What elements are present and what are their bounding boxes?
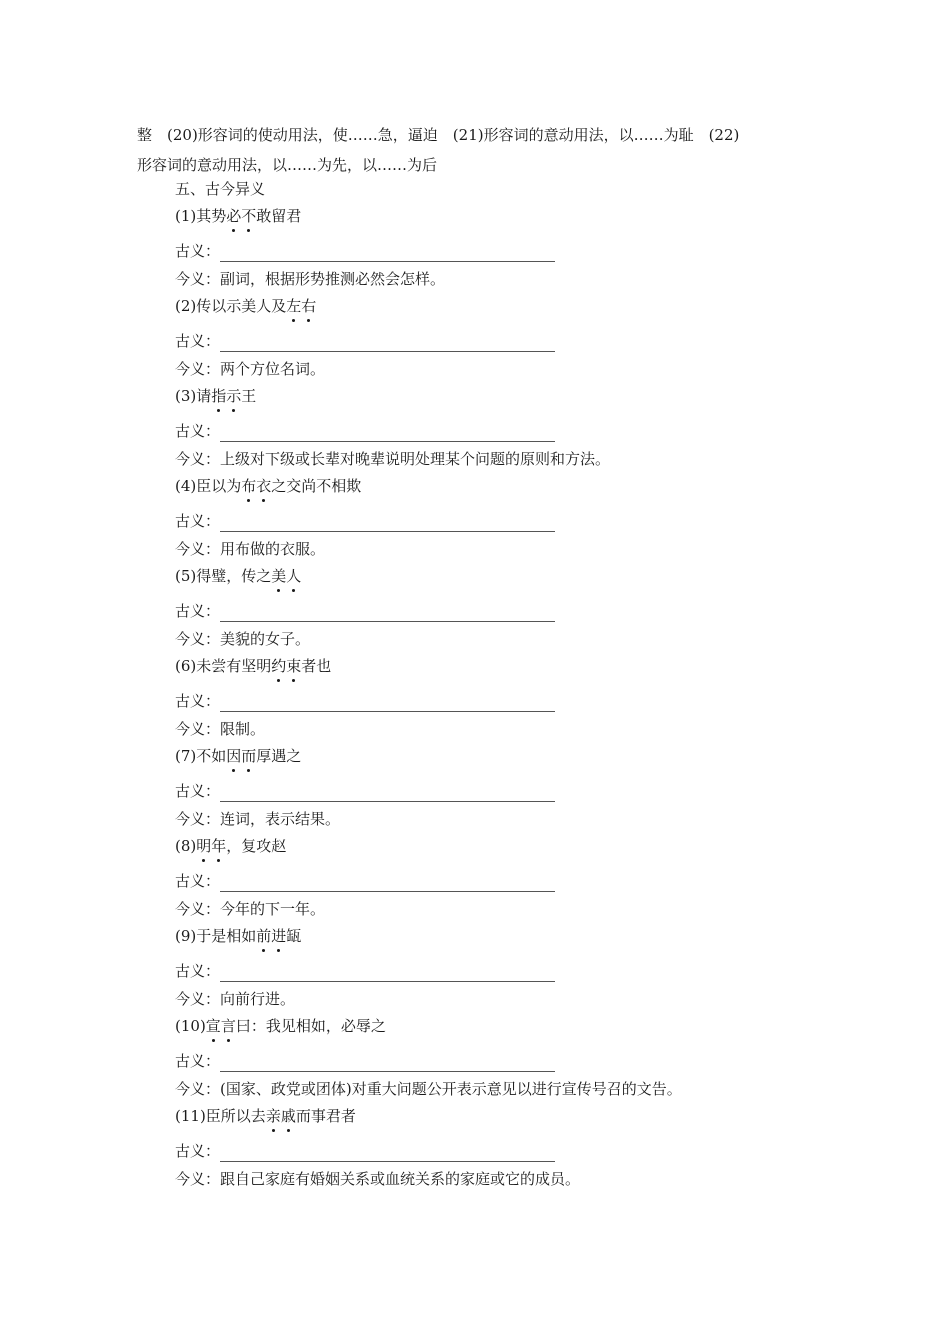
answer-blank[interactable] [220, 873, 555, 892]
example-sentence [175, 655, 331, 677]
modern-meaning-text: 向前行进。 [220, 990, 296, 1008]
emphasized-char: 左 [286, 297, 302, 315]
item-number: (11) [175, 1107, 206, 1125]
sentence-text: 臣所以去 [205, 1107, 266, 1125]
exercise-item [175, 655, 815, 745]
emphasized-char: 前 [256, 927, 272, 945]
example-sentence [175, 1105, 356, 1127]
ancient-meaning-label: 古义： [175, 782, 221, 800]
item-number: (1) [175, 207, 197, 225]
modern-meaning-row [175, 628, 310, 650]
sentence-text: 得璧，传之 [196, 567, 272, 585]
sentence-text: 于是相如 [196, 927, 257, 945]
ancient-meaning-label: 古义： [175, 1142, 221, 1160]
modern-meaning-row [175, 448, 610, 470]
example-sentence [175, 925, 301, 947]
ancient-meaning-row [175, 420, 555, 442]
item-number: (3) [175, 387, 197, 405]
exercise-list [175, 205, 815, 1195]
answer-blank[interactable] [220, 1143, 555, 1162]
modern-meaning-text: 跟自己家庭有婚姻关系或血统关系的家庭或它的成员。 [220, 1170, 581, 1188]
sentence-text: 未尝有坚明 [196, 657, 272, 675]
modern-meaning-row [175, 808, 340, 830]
modern-meaning-label: 今义： [175, 360, 221, 378]
emphasized-char: 布 [241, 477, 257, 495]
modern-meaning-row [175, 988, 295, 1010]
emphasized-char: 必 [226, 207, 242, 225]
example-sentence [175, 565, 301, 587]
sentence-text: ，复攻赵 [226, 837, 287, 855]
exercise-item [175, 745, 815, 835]
ancient-meaning-label: 古义： [175, 512, 221, 530]
exercise-item [175, 1105, 815, 1195]
emphasized-char: 戚 [280, 1107, 296, 1125]
modern-meaning-label: 今义： [175, 810, 221, 828]
ancient-meaning-label: 古义： [175, 692, 221, 710]
emphasized-char: 年 [211, 837, 227, 855]
modern-meaning-label: 今义： [175, 1080, 221, 1098]
answer-blank[interactable] [220, 783, 555, 802]
item-number: (10) [175, 1017, 206, 1035]
emphasized-char: 示 [226, 387, 242, 405]
example-sentence [175, 385, 256, 407]
sentence-text: 而事君者 [295, 1107, 356, 1125]
modern-meaning-row [175, 358, 325, 380]
modern-meaning-text: 用布做的衣服。 [220, 540, 326, 558]
answer-line: 形容词的意动用法，以……为先，以……为后 [137, 156, 438, 174]
ancient-meaning-row [175, 600, 555, 622]
item-number: (7) [175, 747, 197, 765]
ancient-meaning-label: 古义： [175, 602, 221, 620]
modern-meaning-label: 今义： [175, 540, 221, 558]
emphasized-char: 亲 [265, 1107, 281, 1125]
emphasized-char: 明 [196, 837, 212, 855]
sentence-text: 缻 [286, 927, 302, 945]
modern-meaning-row [175, 898, 325, 920]
modern-meaning-label: 今义： [175, 720, 221, 738]
example-sentence [175, 835, 286, 857]
emphasized-char: 右 [301, 297, 317, 315]
answer-blank[interactable] [220, 333, 555, 352]
example-sentence [175, 295, 316, 317]
modern-meaning-label: 今义： [175, 270, 221, 288]
answer-blank[interactable] [220, 603, 555, 622]
answer-blank[interactable] [220, 243, 555, 262]
ancient-meaning-label: 古义： [175, 872, 221, 890]
ancient-meaning-row [175, 1050, 555, 1072]
emphasized-char: 言 [220, 1017, 236, 1035]
emphasized-char: 束 [286, 657, 302, 675]
sentence-text: 传以示美人及 [196, 297, 287, 315]
item-number: (5) [175, 567, 197, 585]
emphasized-char: 而 [241, 747, 257, 765]
modern-meaning-text: (国家、政党或团体)对重大问题公开表示意见以进行宣传号召的文告。 [220, 1080, 682, 1098]
ancient-meaning-label: 古义： [175, 1052, 221, 1070]
answer-blank[interactable] [220, 513, 555, 532]
ancient-meaning-row [175, 690, 555, 712]
item-number: (9) [175, 927, 197, 945]
sentence-text: 王 [241, 387, 257, 405]
emphasized-char: 因 [226, 747, 242, 765]
emphasized-char: 宣 [205, 1017, 221, 1035]
modern-meaning-label: 今义： [175, 450, 221, 468]
exercise-item [175, 835, 815, 925]
exercise-item [175, 565, 815, 655]
modern-meaning-text: 两个方位名词。 [220, 360, 326, 378]
example-sentence [175, 1015, 386, 1037]
item-number: (8) [175, 837, 197, 855]
emphasized-char: 衣 [256, 477, 272, 495]
example-sentence [175, 205, 301, 227]
answer-blank[interactable] [220, 1053, 555, 1072]
ancient-meaning-row [175, 1140, 555, 1162]
exercise-item [175, 295, 815, 385]
ancient-meaning-label: 古义： [175, 962, 221, 980]
modern-meaning-row [175, 1168, 580, 1190]
sentence-text: 请 [196, 387, 212, 405]
sentence-text: 其势 [196, 207, 227, 225]
answer-line: 整 (20)形容词的使动用法，使……急，逼迫 (21)形容词的意动用法，以……为耻 (22) [137, 126, 740, 144]
sentence-text: 者也 [301, 657, 332, 675]
emphasized-char: 指 [211, 387, 227, 405]
exercise-item [175, 475, 815, 565]
ancient-meaning-label: 古义： [175, 242, 221, 260]
exercise-item [175, 1015, 815, 1105]
sentence-text: 曰：我见相如，必辱之 [235, 1017, 386, 1035]
ancient-meaning-row [175, 330, 555, 352]
modern-meaning-label: 今义： [175, 900, 221, 918]
example-sentence [175, 475, 361, 497]
sentence-text: 不如 [196, 747, 227, 765]
ancient-meaning-row [175, 960, 555, 982]
answer-blank[interactable] [220, 963, 555, 982]
modern-meaning-text: 限制。 [220, 720, 266, 738]
emphasized-char: 约 [271, 657, 287, 675]
modern-meaning-label: 今义： [175, 990, 221, 1008]
sentence-text: 厚遇之 [256, 747, 302, 765]
ancient-meaning-row [175, 240, 555, 262]
section-title: 五、古今异义 [175, 180, 266, 198]
example-sentence [175, 745, 301, 767]
answer-blank[interactable] [220, 693, 555, 712]
answer-blank[interactable] [220, 423, 555, 442]
emphasized-char: 人 [286, 567, 302, 585]
exercise-item [175, 205, 815, 295]
modern-meaning-label: 今义： [175, 630, 221, 648]
modern-meaning-text: 上级对下级或长辈对晚辈说明处理某个问题的原则和方法。 [220, 450, 611, 468]
modern-meaning-text: 副词，根据形势推测必然会怎样。 [220, 270, 446, 288]
exercise-item [175, 925, 815, 1015]
exercise-item [175, 385, 815, 475]
emphasized-char: 美 [271, 567, 287, 585]
item-number: (6) [175, 657, 197, 675]
answer-continuation [137, 120, 817, 180]
modern-meaning-row [175, 718, 265, 740]
ancient-meaning-row [175, 510, 555, 532]
modern-meaning-text: 连词，表示结果。 [220, 810, 341, 828]
emphasized-char: 进 [271, 927, 287, 945]
modern-meaning-label: 今义： [175, 1170, 221, 1188]
ancient-meaning-label: 古义： [175, 422, 221, 440]
item-number: (4) [175, 477, 197, 495]
modern-meaning-text: 美貌的女子。 [220, 630, 311, 648]
modern-meaning-text: 今年的下一年。 [220, 900, 326, 918]
sentence-text: 臣以为 [196, 477, 242, 495]
emphasized-char: 不 [241, 207, 257, 225]
modern-meaning-row [175, 538, 325, 560]
ancient-meaning-row [175, 870, 555, 892]
ancient-meaning-row [175, 780, 555, 802]
ancient-meaning-label: 古义： [175, 332, 221, 350]
sentence-text: 敢留君 [256, 207, 302, 225]
item-number: (2) [175, 297, 197, 315]
modern-meaning-row [175, 268, 445, 290]
sentence-text: 之交尚不相欺 [271, 477, 362, 495]
modern-meaning-row [175, 1078, 682, 1100]
